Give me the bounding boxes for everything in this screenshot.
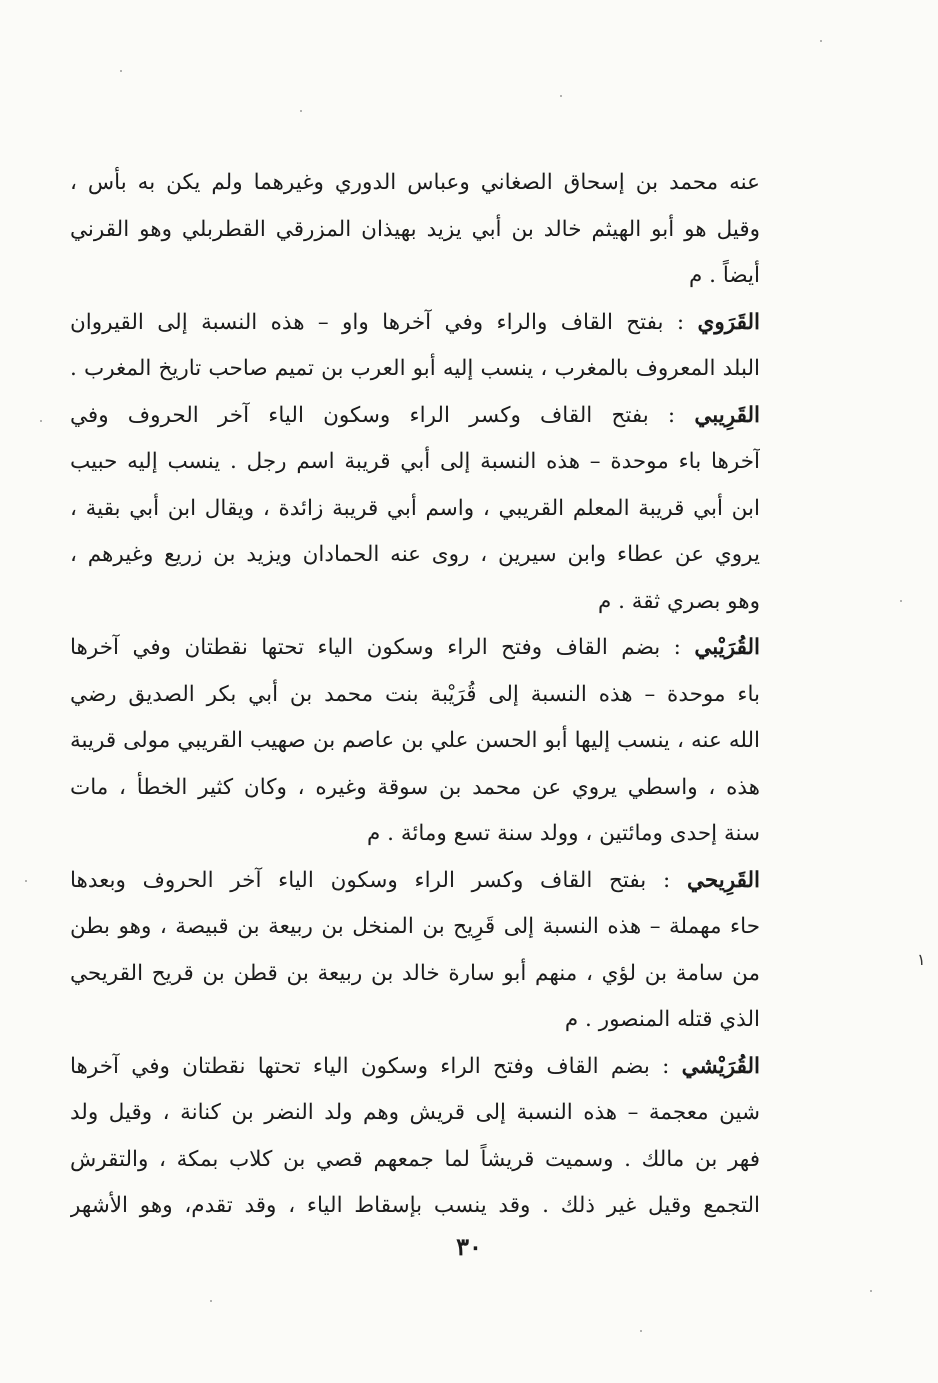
paper-speck bbox=[40, 420, 42, 422]
text-line: ابن أبي قريبة المعلم القريبي ، واسم أبي قريبة زائدة ، ويقال ابن أبي بقية ، bbox=[70, 495, 760, 521]
text-line: البلد المعروف بالمغرب ، ينسب إليه أبو العرب بن تميم صاحب تاريخ المغرب . bbox=[70, 356, 760, 381]
text-line: فهر بن مالك . وسميت قريشاً لما جمعهم قصي بن كلاب بمكة ، والتقرش bbox=[70, 1146, 760, 1172]
paper-speck bbox=[560, 95, 562, 97]
paper-speck bbox=[900, 600, 902, 602]
text-line: عنه محمد بن إسحاق الصغاني وعباس الدوري وغيرهما ولم يكن به بأس ، bbox=[70, 170, 760, 195]
text-line: الذي قتله المنصور . م bbox=[564, 1007, 760, 1032]
text-line: وهو بصري ثقة . م bbox=[597, 588, 760, 614]
entry-line: القَرِيبي : بفتح القاف وكسر الراء وسكون الياء آخر الحروف وفي bbox=[70, 402, 760, 428]
text-line: شين معجمة – هذه النسبة إلى قريش وهم ولد النضر بن كنانة ، وقيل ولد bbox=[70, 1100, 760, 1125]
entry-headword: القُرَيْشي bbox=[681, 1053, 760, 1079]
entry-headword: القُرَيْبي bbox=[694, 635, 760, 660]
entry-headword: القَرَوي bbox=[697, 309, 760, 335]
text-line: التجمع وقيل غير ذلك . وقد ينسب بإسقاط الياء ، وقد تقدم، وهو الأشهر bbox=[70, 1193, 760, 1218]
text-line: الله عنه ، ينسب إليها أبو الحسن علي بن عاصم بن صهيب القريبي مولى قريبة bbox=[70, 728, 760, 753]
text-line: من سامة بن لؤي ، منهم أبو سارة خالد بن ربيعة بن قطن بن قريح القريحي bbox=[70, 960, 760, 986]
body-text bbox=[70, 160, 760, 1230]
text-line: أيضاً . م bbox=[689, 263, 760, 288]
entry-line: القُرَيْشي : بضم القاف وفتح الراء وسكون الياء تحتها نقطتان وفي آخرها bbox=[70, 1053, 760, 1079]
entry-line: القَرَوي : بفتح القاف والراء وفي آخرها واو – هذه النسبة إلى القيروان bbox=[70, 309, 760, 335]
paper-speck bbox=[25, 880, 27, 882]
paper-speck bbox=[300, 110, 302, 112]
margin-mark: ١ bbox=[917, 950, 926, 969]
text-line: آخرها باء موحدة – هذه النسبة إلى أبي قريبة اسم رجل . ينسب إليه حبيب bbox=[70, 449, 760, 474]
entry-line: القَرِيحي : بفتح القاف وكسر الراء وسكون الياء آخر الحروف وبعدها bbox=[70, 867, 760, 893]
paper-speck bbox=[120, 70, 122, 72]
text-line: هذه ، واسطي يروي عن محمد بن سوقة وغيره ، وكان كثير الخطأ ، مات bbox=[70, 774, 760, 800]
entry-headword: القَرِيحي bbox=[686, 867, 760, 893]
text-line: وقيل هو أبو الهيثم خالد بن أبي يزيد بهيذان المزرقي القطربلي وهو القرني bbox=[70, 216, 760, 242]
entry-line: القُرَيْبي : بضم القاف وفتح الراء وسكون الياء تحتها نقطتان وفي آخرها bbox=[70, 635, 760, 660]
entry-headword: القَرِيبي bbox=[694, 402, 760, 428]
paper-speck bbox=[640, 1330, 642, 1332]
text-line: سنة إحدى ومائتين ، وولد سنة تسع ومائة . م bbox=[367, 821, 760, 846]
text-line: باء موحدة – هذه النسبة إلى قُرَيْبة بنت محمد بن أبي بكر الصديق رضي bbox=[70, 681, 760, 707]
paper-speck bbox=[210, 1300, 212, 1302]
paper-speck bbox=[870, 1290, 872, 1292]
paper-speck bbox=[820, 40, 822, 42]
text-line: حاء مهملة – هذه النسبة إلى قَرِيح بن المنخل بن ربيعة بن قبيصة ، وهو بطن bbox=[70, 914, 760, 939]
page-number: ٣٠ bbox=[456, 1232, 482, 1261]
text-line: يروي عن عطاء وابن سيرين ، روى عنه الحمادان ويزيد بن زريع وغيرهم ، bbox=[70, 542, 760, 567]
